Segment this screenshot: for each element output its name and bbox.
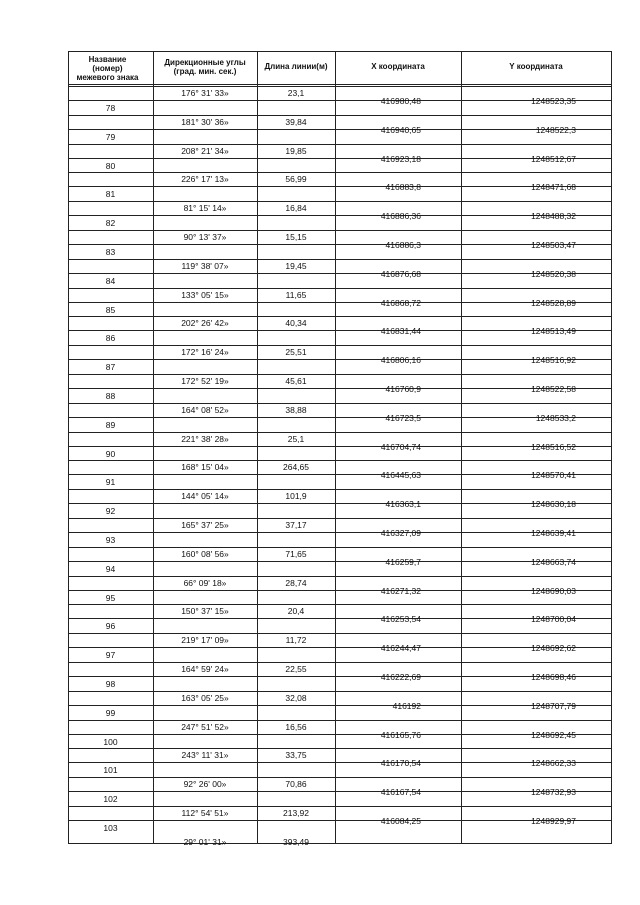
table-top-rule bbox=[68, 51, 611, 52]
row-rule bbox=[68, 374, 611, 375]
y-coordinate: 1248523,35 bbox=[531, 96, 576, 106]
x-coordinate: 416940,65 bbox=[380, 125, 421, 135]
y-coordinate: 1248516,92 bbox=[531, 355, 576, 365]
line-length: 32,08 bbox=[285, 693, 307, 703]
x-coordinate: 416831,44 bbox=[380, 326, 421, 336]
x-coordinate: 416165,76 bbox=[380, 730, 421, 740]
x-coordinate: 416760,9 bbox=[385, 384, 421, 394]
x-coordinate: 416244,47 bbox=[380, 643, 421, 653]
directional-angle: 226° 17' 13» bbox=[181, 174, 229, 184]
x-coordinate: 416253,54 bbox=[380, 614, 421, 624]
point-name: 102 bbox=[103, 794, 118, 804]
point-name: 98 bbox=[105, 679, 116, 689]
row-rule bbox=[68, 259, 611, 260]
x-coordinate: 416363,1 bbox=[385, 499, 421, 509]
line-length: 11,65 bbox=[285, 290, 307, 300]
line-length: 37,17 bbox=[285, 520, 307, 530]
line-length: 39,84 bbox=[285, 117, 307, 127]
x-coordinate: 416170,54 bbox=[380, 758, 421, 768]
directional-angle: 165° 37' 25» bbox=[181, 520, 229, 530]
y-coordinate: 1248516,52 bbox=[531, 442, 576, 452]
directional-angle: 112° 54' 51» bbox=[181, 808, 229, 818]
y-coordinate: 1248533,2 bbox=[535, 413, 576, 423]
y-coordinate: 1248471,68 bbox=[531, 182, 576, 192]
point-name: 80 bbox=[105, 161, 116, 171]
line-length: 70,86 bbox=[285, 779, 307, 789]
row-rule bbox=[68, 604, 611, 605]
header-y-coordinate: Y координата bbox=[509, 62, 563, 71]
row-rule bbox=[68, 288, 611, 289]
x-coordinate: 416886,36 bbox=[380, 211, 421, 221]
y-coordinate: 1248929,97 bbox=[531, 816, 576, 826]
line-length: 16,56 bbox=[285, 722, 307, 732]
directional-angle: 150° 37' 15» bbox=[181, 606, 229, 616]
table-bottom-rule bbox=[68, 843, 611, 844]
y-coordinate: 1248692,45 bbox=[531, 730, 576, 740]
x-coordinate: 416084,25 bbox=[380, 816, 421, 826]
row-rule bbox=[68, 518, 611, 519]
point-name: 94 bbox=[105, 564, 116, 574]
y-coordinate: 1248732,93 bbox=[531, 787, 576, 797]
directional-angle: 219° 17' 09» bbox=[181, 635, 229, 645]
directional-angle: 172° 52' 19» bbox=[181, 376, 229, 386]
point-name: 101 bbox=[103, 765, 118, 775]
point-name: 79 bbox=[105, 132, 116, 142]
column-rule bbox=[611, 51, 612, 844]
y-coordinate: 1248700,04 bbox=[531, 614, 576, 624]
line-length: 264,65 bbox=[283, 462, 309, 472]
x-coordinate: 416806,16 bbox=[380, 355, 421, 365]
x-coordinate: 416876,68 bbox=[380, 269, 421, 279]
point-name: 97 bbox=[105, 650, 116, 660]
x-coordinate: 416445,63 bbox=[380, 470, 421, 480]
directional-angle: 172° 16' 24» bbox=[181, 347, 229, 357]
directional-angle: 168° 15' 04» bbox=[181, 462, 229, 472]
row-rule bbox=[68, 547, 611, 548]
y-coordinate: 1248513,49 bbox=[531, 326, 576, 336]
row-rule bbox=[68, 115, 611, 116]
x-coordinate: 416271,32 bbox=[380, 586, 421, 596]
row-rule bbox=[68, 777, 611, 778]
header-bottom-rule bbox=[68, 84, 611, 85]
directional-angle: 176° 31' 33» bbox=[181, 88, 229, 98]
row-rule bbox=[68, 432, 611, 433]
point-name: 87 bbox=[105, 362, 116, 372]
row-rule bbox=[68, 460, 611, 461]
directional-angle: 119° 38' 07» bbox=[181, 261, 229, 271]
point-name: 86 bbox=[105, 333, 116, 343]
point-name: 99 bbox=[105, 708, 116, 718]
line-length: 22,55 bbox=[285, 664, 307, 674]
line-length: 393,49 bbox=[283, 837, 309, 847]
directional-angle: 29° 01' 31» bbox=[183, 837, 227, 847]
x-coordinate: 416327,09 bbox=[380, 528, 421, 538]
line-length: 101,9 bbox=[285, 491, 307, 501]
row-rule bbox=[68, 691, 611, 692]
directional-angle: 144° 05' 14» bbox=[181, 491, 229, 501]
row-rule bbox=[68, 201, 611, 202]
header-directional-angles: Дирекционные углы (град. мин. сек.) bbox=[164, 58, 246, 76]
point-name: 91 bbox=[105, 477, 116, 487]
line-length: 19,85 bbox=[285, 146, 307, 156]
y-coordinate: 1248520,38 bbox=[531, 269, 576, 279]
y-coordinate: 1248663,74 bbox=[531, 557, 576, 567]
point-name: 78 bbox=[105, 103, 116, 113]
line-length: 40,34 bbox=[285, 318, 307, 328]
directional-angle: 164° 08' 52» bbox=[181, 405, 229, 415]
row-rule bbox=[68, 576, 611, 577]
directional-angle: 164° 59' 24» bbox=[181, 664, 229, 674]
point-name: 81 bbox=[105, 189, 116, 199]
y-coordinate: 1248570,41 bbox=[531, 470, 576, 480]
x-coordinate: 416167,54 bbox=[380, 787, 421, 797]
point-name: 95 bbox=[105, 593, 116, 603]
point-name: 96 bbox=[105, 621, 116, 631]
point-name: 85 bbox=[105, 305, 116, 315]
point-name: 89 bbox=[105, 420, 116, 430]
directional-angle: 66° 09' 18» bbox=[183, 578, 227, 588]
line-length: 25,51 bbox=[285, 347, 307, 357]
row-rule bbox=[68, 86, 611, 87]
directional-angle: 90° 13' 37» bbox=[183, 232, 227, 242]
header-point-name: Название (номер) межевого знака bbox=[76, 55, 139, 82]
line-length: 11,72 bbox=[285, 635, 307, 645]
line-length: 28,74 bbox=[285, 578, 307, 588]
y-coordinate: 1248488,32 bbox=[531, 211, 576, 221]
y-coordinate: 1248503,47 bbox=[531, 240, 576, 250]
directional-angle: 202° 26' 42» bbox=[181, 318, 229, 328]
point-name: 83 bbox=[105, 247, 116, 257]
point-name: 103 bbox=[103, 823, 118, 833]
line-length: 19,45 bbox=[285, 261, 307, 271]
header-x-coordinate: X координата bbox=[371, 62, 425, 71]
point-name: 92 bbox=[105, 506, 116, 516]
y-coordinate: 1248690,03 bbox=[531, 586, 576, 596]
row-rule bbox=[68, 489, 611, 490]
directional-angle: 221° 38' 28» bbox=[181, 434, 229, 444]
line-length: 38,88 bbox=[285, 405, 307, 415]
y-coordinate: 1248522,58 bbox=[531, 384, 576, 394]
x-coordinate: 416259,7 bbox=[385, 557, 421, 567]
row-rule bbox=[68, 662, 611, 663]
header-line-length: Длина линии(м) bbox=[264, 62, 328, 71]
directional-angle: 160° 08' 56» bbox=[181, 549, 229, 559]
y-coordinate: 1248522,3 bbox=[535, 125, 576, 135]
directional-angle: 92° 26' 00» bbox=[183, 779, 227, 789]
y-coordinate: 1248707,79 bbox=[531, 701, 576, 711]
directional-angle: 243° 11' 31» bbox=[181, 750, 229, 760]
point-name: 88 bbox=[105, 391, 116, 401]
point-name: 100 bbox=[103, 737, 118, 747]
x-coordinate: 416980,48 bbox=[380, 96, 421, 106]
row-rule bbox=[68, 144, 611, 145]
x-coordinate: 416704,74 bbox=[380, 442, 421, 452]
point-name: 82 bbox=[105, 218, 116, 228]
directional-angle: 247° 51' 52» bbox=[181, 722, 229, 732]
row-rule bbox=[68, 403, 611, 404]
row-rule bbox=[68, 345, 611, 346]
x-coordinate: 416723,5 bbox=[385, 413, 421, 423]
y-coordinate: 1248692,62 bbox=[531, 643, 576, 653]
x-coordinate: 416883,8 bbox=[385, 182, 421, 192]
y-coordinate: 1248528,89 bbox=[531, 298, 576, 308]
row-rule bbox=[68, 316, 611, 317]
line-length: 20,4 bbox=[287, 606, 305, 616]
x-coordinate: 416923,18 bbox=[380, 154, 421, 164]
line-length: 33,75 bbox=[285, 750, 307, 760]
y-coordinate: 1248630,18 bbox=[531, 499, 576, 509]
row-rule bbox=[68, 748, 611, 749]
line-length: 71,65 bbox=[285, 549, 307, 559]
directional-angle: 181° 30' 36» bbox=[181, 117, 229, 127]
directional-angle: 163° 05' 25» bbox=[181, 693, 229, 703]
line-length: 23,1 bbox=[287, 88, 305, 98]
row-rule bbox=[68, 230, 611, 231]
directional-angle: 81° 15' 14» bbox=[183, 203, 227, 213]
x-coordinate: 416868,72 bbox=[380, 298, 421, 308]
y-coordinate: 1248512,67 bbox=[531, 154, 576, 164]
x-coordinate: 416222,69 bbox=[380, 672, 421, 682]
x-coordinate: 416886,3 bbox=[385, 240, 421, 250]
x-coordinate: 416192 bbox=[392, 701, 421, 711]
y-coordinate: 1248639,41 bbox=[531, 528, 576, 538]
line-length: 16,84 bbox=[285, 203, 307, 213]
line-length: 45,61 bbox=[285, 376, 307, 386]
y-coordinate: 1248698,46 bbox=[531, 672, 576, 682]
row-rule bbox=[68, 633, 611, 634]
directional-angle: 133° 05' 15» bbox=[181, 290, 229, 300]
directional-angle: 208° 21' 34» bbox=[181, 146, 229, 156]
row-rule bbox=[68, 720, 611, 721]
line-length: 213,92 bbox=[283, 808, 309, 818]
row-rule bbox=[68, 806, 611, 807]
row-rule bbox=[68, 172, 611, 173]
point-name: 93 bbox=[105, 535, 116, 545]
point-name: 84 bbox=[105, 276, 116, 286]
line-length: 25,1 bbox=[287, 434, 305, 444]
line-length: 15,15 bbox=[285, 232, 307, 242]
y-coordinate: 1248662,33 bbox=[531, 758, 576, 768]
line-length: 56,99 bbox=[285, 174, 307, 184]
point-name: 90 bbox=[105, 449, 116, 459]
